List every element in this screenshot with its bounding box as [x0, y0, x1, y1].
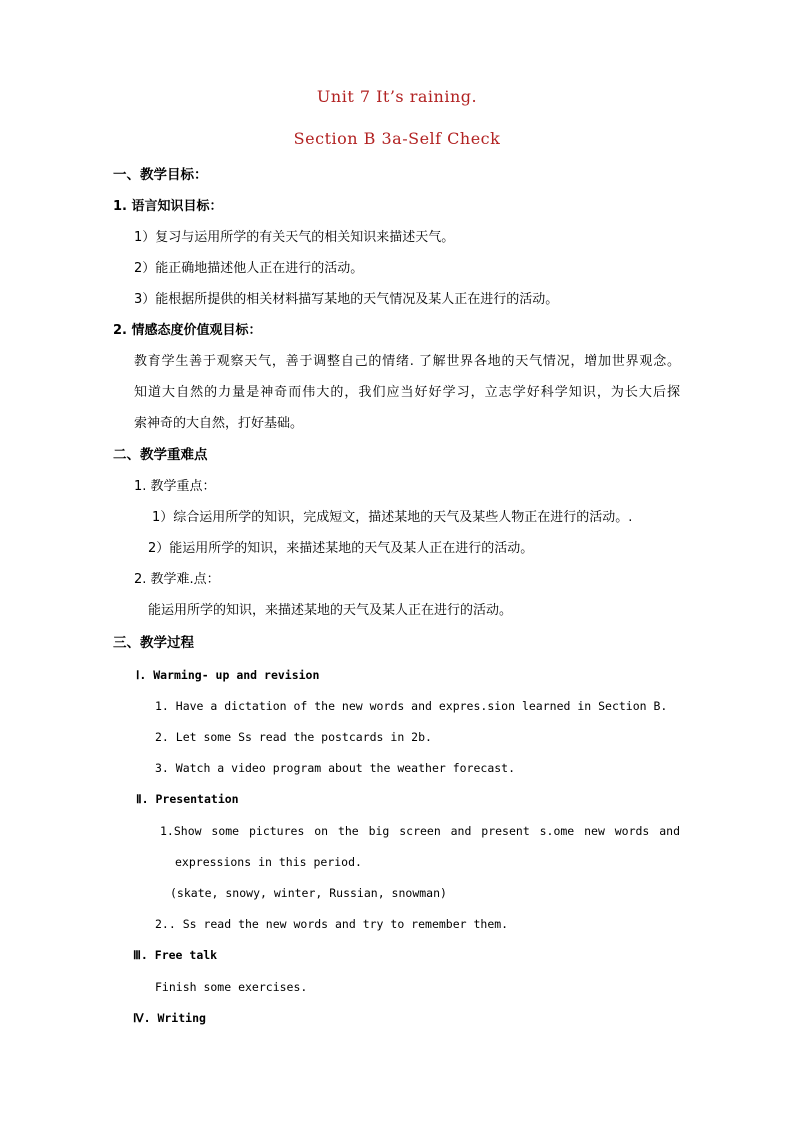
- warming-up-item: 2. Let some Ss read the postcards in 2b.: [155, 730, 432, 744]
- presentation-item-line: 1.Show some pictures on the big screen and present s.ome new words and: [160, 824, 680, 838]
- difficult-point-text: 能运用所学的知识，来描述某地的天气及某人正在进行的活动。: [148, 603, 513, 618]
- presentation-item: 2.. Ss read the new words and try to remember them.: [155, 917, 509, 931]
- document-title: Unit 7 It’s raining.: [316, 87, 478, 106]
- emotion-goals-paragraph-line: 知道大自然的力量是神奇而伟大的，我们应当好好学习，立志学好科学知识，为长大后探: [134, 385, 680, 400]
- warming-up-heading: Ⅰ. Warming- up and revision: [136, 668, 320, 682]
- key-point-item: 1）综合运用所学的知识，完成短文，描述某地的天气及某些人物正在进行的活动。.: [152, 510, 633, 525]
- presentation-words: (skate, snowy, winter, Russian, snowman): [170, 886, 447, 900]
- document-subtitle: Section B 3a-Self Check: [293, 129, 501, 148]
- difficult-points-heading: 2. 教学难.点：: [134, 572, 220, 587]
- free-talk-text: Finish some exercises.: [155, 980, 308, 994]
- presentation-item-line: expressions in this period.: [175, 855, 362, 869]
- language-goal-item: 1）复习与运用所学的有关天气的相关知识来描述天气。: [134, 230, 455, 245]
- emotion-goals-heading: 2. 情感态度价值观目标：: [113, 323, 262, 338]
- emotion-goals-paragraph-line: 教育学生善于观察天气，善于调整自己的情绪. 了解世界各地的天气情况，增加世界观念。: [134, 354, 680, 369]
- language-goal-item: 2）能正确地描述他人正在进行的活动。: [134, 261, 364, 276]
- section-2-heading: 二、教学重难点: [113, 447, 208, 463]
- key-point-item: 2）能运用所学的知识，来描述某地的天气及某人正在进行的活动。: [148, 541, 534, 556]
- emotion-goals-paragraph-line: 索神奇的大自然，打好基础。: [134, 416, 304, 431]
- writing-heading: Ⅳ. Writing: [133, 1011, 206, 1025]
- warming-up-item: 1. Have a dictation of the new words and expres.sion learned in Section B.: [155, 699, 668, 713]
- section-3-heading: 三、教学过程: [113, 635, 194, 651]
- language-goals-heading: 1. 语言知识目标：: [113, 199, 223, 214]
- warming-up-item: 3. Watch a video program about the weather forecast.: [155, 761, 516, 775]
- free-talk-heading: Ⅲ. Free talk: [133, 948, 218, 962]
- presentation-heading: Ⅱ. Presentation: [136, 792, 239, 806]
- language-goal-item: 3）能根据所提供的相关材料描写某地的天气情况及某人正在进行的活动。: [134, 292, 559, 307]
- key-points-heading: 1. 教学重点：: [134, 479, 216, 494]
- section-1-heading: 一、教学目标：: [113, 167, 208, 183]
